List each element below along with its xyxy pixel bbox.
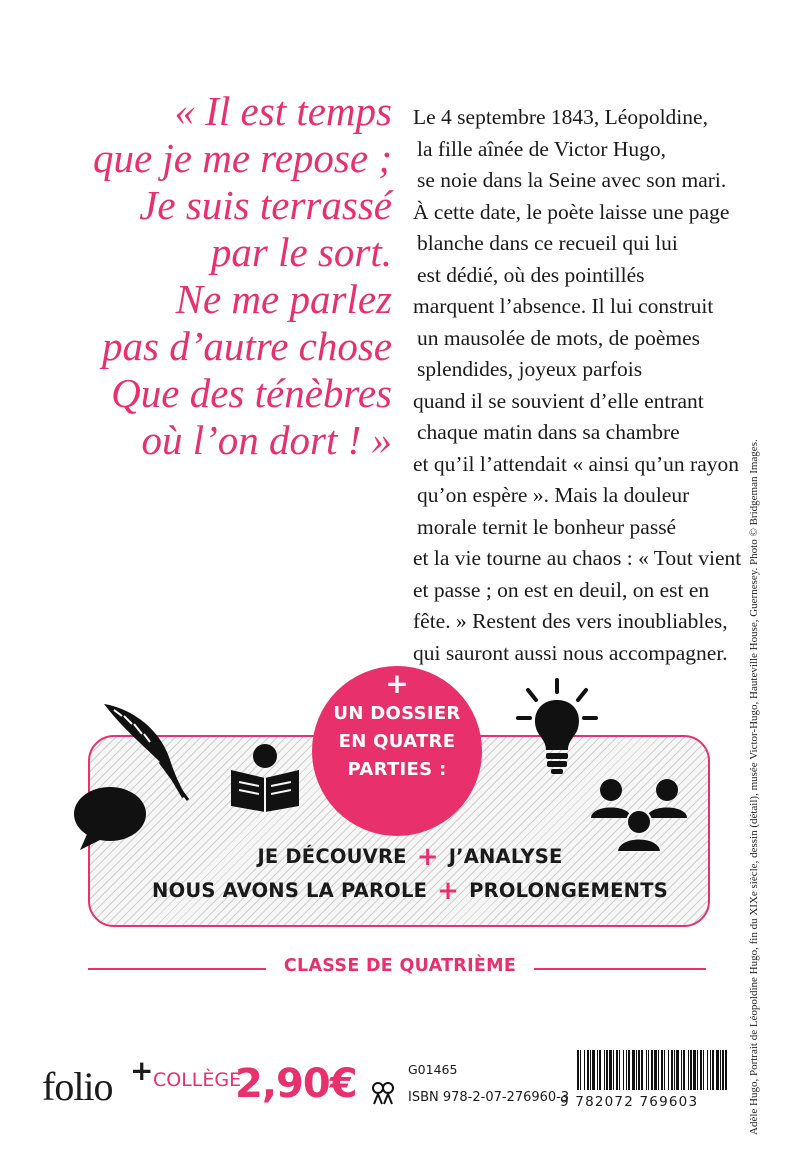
barcode-bar [671, 1050, 673, 1090]
price: 2,90€ [235, 1061, 357, 1107]
barcode-bar [646, 1050, 647, 1090]
quote-line: par le sort. [210, 229, 392, 275]
barcode-bar [592, 1050, 595, 1090]
quote-line: Je suis terrassé [139, 182, 392, 228]
barcode-bar [590, 1050, 591, 1090]
barcode-bar [674, 1050, 675, 1090]
barcode-bar [609, 1050, 612, 1090]
dossier-parts-row [130, 876, 690, 906]
quote-line: que je me repose ; [92, 135, 392, 181]
barcode-bar [725, 1050, 727, 1090]
folio-plus-icon: + [130, 1054, 154, 1087]
barcode-bar [710, 1050, 711, 1090]
group-people-icon [585, 776, 695, 852]
summary-line: blanche dans ce recueil qui lui [417, 231, 678, 255]
badge-line: EN QUATRE [338, 731, 456, 752]
folio-logo: folio [42, 1064, 113, 1109]
barcode-bar [613, 1050, 614, 1090]
summary-line: et la vie tourne au chaos : « Tout vient [413, 546, 742, 570]
barcode-bar [604, 1050, 605, 1090]
summary-line: morale ternit le bonheur passé [417, 514, 677, 539]
barcode-bar [722, 1050, 724, 1090]
summary-line: se noie dans la Seine avec son mari. [417, 168, 727, 192]
barcode-bar [676, 1050, 679, 1090]
image-credit: Adèle Hugo, Portrait de Léopoldine Hugo, fin du XIXe siècle, dessin (détail), musée Victor-Hugo, Hauteville House, Guernesey. Photo © Bridgeman Images. [748, 439, 760, 1135]
summary-line: et passe ; on est en deuil, on est en [413, 577, 710, 602]
quote-line: pas d’autre chose [102, 323, 392, 369]
barcode-bar [599, 1050, 601, 1090]
barcode-bar [688, 1050, 689, 1090]
quote-line: Que des ténèbres [111, 370, 392, 416]
part-label: PROLONGEMENTS [469, 879, 668, 902]
light-bulb-icon [514, 678, 600, 778]
barcode-bar [707, 1050, 708, 1090]
divider [88, 968, 266, 970]
barcode-bar [619, 1050, 620, 1090]
summary-line: Le 4 septembre 1843, Léopoldine, [413, 105, 708, 129]
summary-line: qui sauront aussi nous accompagner. [413, 640, 728, 665]
barcode-bar [712, 1050, 714, 1090]
summary-line: splendides, joyeux parfois [417, 357, 643, 381]
quote-line: « Il est temps [174, 88, 392, 134]
summary-line: chaque matin dans sa chambre [417, 420, 680, 444]
quote-line: où l’on dort ! » [141, 417, 392, 463]
barcode-bar [661, 1050, 663, 1090]
reader-icon [225, 742, 305, 812]
isbn: ISBN 978-2-07-276960-3 [408, 1090, 570, 1105]
collection-label: COLLÈGE [153, 1069, 242, 1091]
barcode-bar [683, 1050, 685, 1090]
barcode-number: 9 782072 769603 [560, 1094, 699, 1110]
part-label: J’ANALYSE [448, 845, 563, 868]
barcode-bar [577, 1050, 579, 1090]
level-label: CLASSE DE QUATRIÈME [283, 956, 517, 976]
summary-line: et qu’il l’attendait « ainsi qu’un rayon [413, 451, 739, 476]
barcode-bar [626, 1050, 627, 1090]
divider [534, 968, 706, 970]
quote-line: Ne me parlez [175, 276, 392, 322]
barcode-bar [636, 1050, 637, 1090]
summary-line: quand il se souvient d’elle entrant [413, 388, 704, 413]
summary-line: qu’on espère ». Mais la douleur [417, 483, 690, 507]
barcode-bar [651, 1050, 653, 1090]
part-label: JE DÉCOUVRE [257, 845, 407, 868]
product-code: G01465 [408, 1062, 458, 1077]
summary-line: À cette date, le poète laisse une page [413, 199, 730, 224]
barcode-bar [597, 1050, 598, 1090]
part-label: NOUS AVONS LA PAROLE [152, 879, 428, 902]
barcode-bar [632, 1050, 635, 1090]
plus-icon: + [385, 667, 409, 700]
barcode-bar [580, 1050, 581, 1090]
epigraph-quote [92, 88, 392, 464]
summary-line: marquent l’absence. Il lui construit [413, 294, 714, 318]
barcode-bar [720, 1050, 721, 1090]
barcode-bar [654, 1050, 657, 1090]
dossier-parts-row [130, 842, 690, 872]
book-summary [413, 102, 793, 669]
barcode-bar [616, 1050, 618, 1090]
badge-line: PARTIES : [347, 759, 447, 780]
summary-line: est dédié, où des pointillés [417, 262, 645, 287]
dossier-badge [312, 666, 482, 836]
barcode-bar [606, 1050, 608, 1090]
summary-line: un mausolée de mots, de poèmes [417, 325, 701, 350]
gallimard-logo-icon [370, 1080, 396, 1106]
badge-line: UN DOSSIER [333, 703, 461, 724]
summary-line: la fille aînée de Victor Hugo, [417, 136, 667, 161]
plus-icon: + [416, 842, 439, 872]
barcode-bar [584, 1050, 585, 1090]
barcode-bar [690, 1050, 692, 1090]
barcode-bar [638, 1050, 640, 1090]
barcode-bar [703, 1050, 704, 1090]
barcode-bar [658, 1050, 659, 1090]
barcode-bar [700, 1050, 702, 1090]
barcode-bar [648, 1050, 649, 1090]
plus-icon: + [437, 876, 460, 906]
barcode-bar [587, 1050, 589, 1090]
barcode-bar [664, 1050, 665, 1090]
barcode-bar [641, 1050, 643, 1090]
barcode-bar [716, 1050, 719, 1090]
summary-line: fête. » Restent des vers inoubliables, [413, 609, 728, 633]
barcode-bar [693, 1050, 696, 1090]
barcode-bar [697, 1050, 698, 1090]
barcode-bar [681, 1050, 682, 1090]
barcode-bar [623, 1050, 624, 1090]
barcode-bar [628, 1050, 630, 1090]
barcode-bar [668, 1050, 669, 1090]
